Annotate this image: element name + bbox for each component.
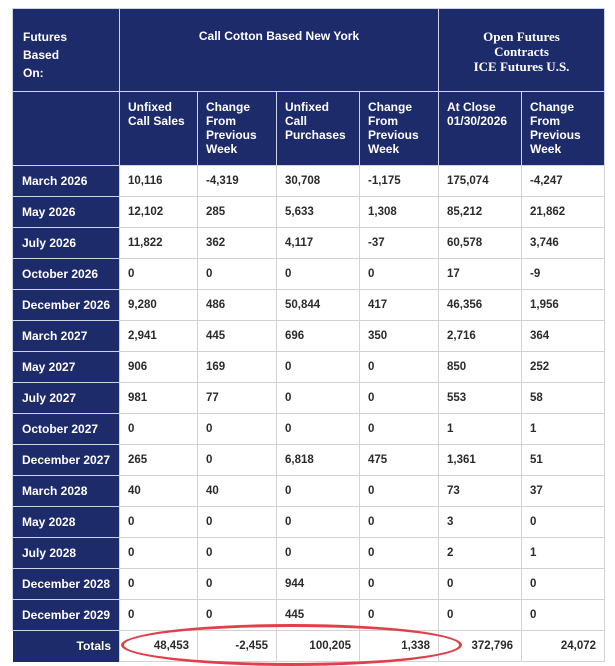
table-cell: 4,117: [277, 228, 360, 259]
col-header-unfixed-call-sales: [120, 92, 198, 166]
col-header-line: Previous: [368, 128, 419, 142]
row-label: December 2027: [13, 445, 120, 476]
table-row: [13, 414, 605, 445]
table-cell: 0: [522, 569, 605, 600]
col-header-line: Week: [368, 142, 400, 156]
open-futures-line: Open Futures: [483, 29, 560, 44]
table-cell: 73: [439, 476, 522, 507]
table-cell: 50,844: [277, 290, 360, 321]
open-futures-line: ICE Futures U.S.: [473, 59, 570, 74]
header-blank-cell: [13, 92, 120, 166]
col-header-line: From: [206, 114, 236, 128]
table-row: [13, 507, 605, 538]
table-cell: -37: [360, 228, 439, 259]
table-cell: 1,956: [522, 290, 605, 321]
table-cell: 0: [198, 259, 277, 290]
table-cell: 175,074: [439, 166, 522, 197]
row-label: December 2028: [13, 569, 120, 600]
row-label: July 2027: [13, 383, 120, 414]
table-row: [13, 197, 605, 228]
table-cell: 0: [198, 538, 277, 569]
col-header-line: Unfixed: [285, 100, 330, 114]
table-cell: 486: [198, 290, 277, 321]
header-row-top: [13, 9, 605, 92]
table-cell: 0: [522, 600, 605, 631]
table-cell: 906: [120, 352, 198, 383]
table-cell: 0: [120, 259, 198, 290]
table-cell: 0: [120, 569, 198, 600]
table-cell: 11,822: [120, 228, 198, 259]
header-row-sub: [13, 92, 605, 166]
col-header-at-close: [439, 92, 522, 166]
table-cell: 0: [120, 538, 198, 569]
table-cell: 6,818: [277, 445, 360, 476]
futures-based-on-line: Futures: [23, 30, 68, 44]
total-change-purchases: 1,338: [360, 631, 439, 662]
total-open-interest: 372,796: [439, 631, 522, 662]
table-cell: 0: [277, 259, 360, 290]
table-cell: 30,708: [277, 166, 360, 197]
table-cell: 12,102: [120, 197, 198, 228]
table-cell: -4,319: [198, 166, 277, 197]
col-header-line: Change: [530, 100, 575, 114]
table-cell: -1,175: [360, 166, 439, 197]
call-cotton-group-header: Call Cotton Based New York: [120, 9, 439, 92]
table-cell: 0: [198, 569, 277, 600]
row-label: December 2029: [13, 600, 120, 631]
table-cell: 58: [522, 383, 605, 414]
table-cell: 17: [439, 259, 522, 290]
row-label: March 2027: [13, 321, 120, 352]
col-header-line: Change: [368, 100, 413, 114]
table-cell: 60,578: [439, 228, 522, 259]
table-cell: 1: [439, 414, 522, 445]
table-cell: 0: [198, 507, 277, 538]
total-change-sales: -2,455: [198, 631, 277, 662]
table-row: [13, 445, 605, 476]
table-row: [13, 383, 605, 414]
row-label: July 2028: [13, 538, 120, 569]
table-cell: 696: [277, 321, 360, 352]
table-cell: 364: [522, 321, 605, 352]
table-cell: 265: [120, 445, 198, 476]
table-cell: 362: [198, 228, 277, 259]
table-cell: 0: [120, 600, 198, 631]
table-cell: 350: [360, 321, 439, 352]
table-cell: 0: [198, 600, 277, 631]
total-unfixed-call-purchases: 100,205: [277, 631, 360, 662]
table-cell: 0: [360, 507, 439, 538]
table-cell: 0: [360, 538, 439, 569]
table-cell: 85,212: [439, 197, 522, 228]
col-header-line: Unfixed: [128, 100, 173, 114]
col-header-line: Call: [285, 114, 308, 128]
table-row: [13, 538, 605, 569]
row-label: December 2026: [13, 290, 120, 321]
table-cell: 1,308: [360, 197, 439, 228]
table-cell: 445: [277, 600, 360, 631]
table-cell: 252: [522, 352, 605, 383]
table-row: [13, 600, 605, 631]
col-header-change-purchases: [360, 92, 439, 166]
table-cell: 417: [360, 290, 439, 321]
table-cell: -4,247: [522, 166, 605, 197]
col-header-change-open-interest: [522, 92, 605, 166]
row-label: May 2028: [13, 507, 120, 538]
table-row: [13, 476, 605, 507]
table-cell: 21,862: [522, 197, 605, 228]
futures-based-on-header: [13, 9, 120, 92]
table-cell: 40: [198, 476, 277, 507]
table-cell: 850: [439, 352, 522, 383]
table-cell: 3,746: [522, 228, 605, 259]
table-cell: 0: [120, 507, 198, 538]
futures-based-on-line: Based: [23, 48, 60, 62]
row-label: May 2026: [13, 197, 120, 228]
col-header-line: Change: [206, 100, 251, 114]
table-cell: 0: [439, 569, 522, 600]
table-cell: 445: [198, 321, 277, 352]
table-cell: 3: [439, 507, 522, 538]
table-cell: 0: [360, 414, 439, 445]
table-cell: 2,716: [439, 321, 522, 352]
row-label: July 2026: [13, 228, 120, 259]
table-cell: 0: [198, 414, 277, 445]
row-label: May 2027: [13, 352, 120, 383]
table-cell: 10,116: [120, 166, 198, 197]
col-header-line: Call Sales: [128, 114, 185, 128]
totals-row: [13, 631, 605, 662]
table-row: [13, 228, 605, 259]
table-cell: 0: [198, 445, 277, 476]
table-cell: 1,361: [439, 445, 522, 476]
table-cell: 46,356: [439, 290, 522, 321]
col-header-line: Previous: [206, 128, 257, 142]
cotton-on-call-table: [12, 8, 605, 662]
row-label: March 2026: [13, 166, 120, 197]
table-row: [13, 569, 605, 600]
table-cell: 40: [120, 476, 198, 507]
open-futures-line: Contracts: [494, 44, 549, 59]
col-header-change-sales: [198, 92, 277, 166]
col-header-line: Week: [206, 142, 238, 156]
total-unfixed-call-sales: 48,453: [120, 631, 198, 662]
table-cell: 77: [198, 383, 277, 414]
col-header-line: 01/30/2026: [447, 114, 508, 128]
table-cell: 169: [198, 352, 277, 383]
table-cell: 0: [360, 259, 439, 290]
col-header-line: From: [530, 114, 561, 128]
row-label: October 2027: [13, 414, 120, 445]
table-cell: 0: [277, 476, 360, 507]
col-header-line: Purchases: [285, 128, 346, 142]
col-header-line: Week: [530, 142, 562, 156]
table-cell: -9: [522, 259, 605, 290]
table-cell: 0: [522, 507, 605, 538]
table-cell: 0: [360, 352, 439, 383]
table-cell: 0: [120, 414, 198, 445]
table-cell: 0: [360, 476, 439, 507]
open-futures-group-header: [439, 9, 605, 92]
table-cell: 0: [360, 569, 439, 600]
table-cell: 0: [360, 600, 439, 631]
table-cell: 2: [439, 538, 522, 569]
table-cell: 0: [277, 414, 360, 445]
table-cell: 51: [522, 445, 605, 476]
table-row: [13, 259, 605, 290]
table-row: [13, 290, 605, 321]
table-row: [13, 321, 605, 352]
table-row: [13, 352, 605, 383]
table-row: [13, 166, 605, 197]
table-cell: 1: [522, 538, 605, 569]
table-cell: 0: [439, 600, 522, 631]
table-cell: 553: [439, 383, 522, 414]
futures-based-on-line: On:: [23, 66, 44, 80]
col-header-line: Previous: [530, 128, 581, 142]
col-header-line: At Close: [447, 100, 496, 114]
col-header-unfixed-call-purchases: [277, 92, 360, 166]
col-header-line: From: [368, 114, 398, 128]
table-cell: 0: [277, 538, 360, 569]
table-body: [13, 166, 605, 631]
row-label: March 2028: [13, 476, 120, 507]
table-cell: 285: [198, 197, 277, 228]
table-cell: 0: [277, 352, 360, 383]
table-cell: 0: [277, 507, 360, 538]
table-cell: 37: [522, 476, 605, 507]
table-cell: 9,280: [120, 290, 198, 321]
table-cell: 0: [277, 383, 360, 414]
total-change-open-interest: 24,072: [522, 631, 605, 662]
table-cell: 5,633: [277, 197, 360, 228]
table-cell: 2,941: [120, 321, 198, 352]
row-label: October 2026: [13, 259, 120, 290]
table-cell: 475: [360, 445, 439, 476]
table-cell: 981: [120, 383, 198, 414]
table-cell: 0: [360, 383, 439, 414]
table-cell: 944: [277, 569, 360, 600]
table-cell: 1: [522, 414, 605, 445]
totals-label: Totals: [13, 631, 120, 662]
